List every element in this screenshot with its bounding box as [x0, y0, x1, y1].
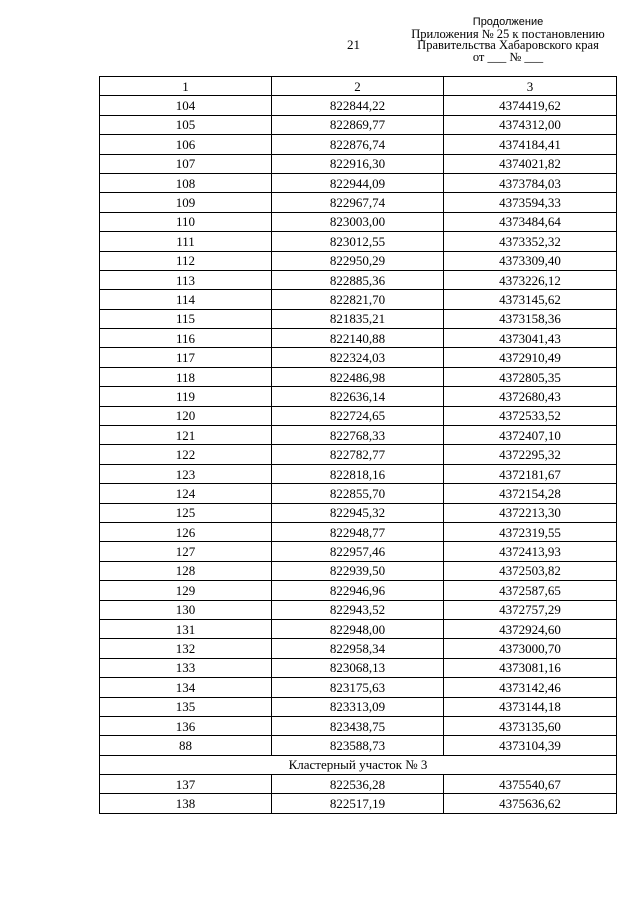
table-row: [100, 367, 617, 386]
table-row: [100, 387, 617, 406]
table-row: [100, 406, 617, 425]
y-coordinate-cell: 4374021,82: [444, 154, 617, 173]
y-coordinate-cell: 4372805,35: [444, 367, 617, 386]
column-header-x: 2: [272, 77, 444, 96]
x-coordinate-cell: 822948,00: [272, 619, 444, 638]
y-coordinate-cell: 4372587,65: [444, 581, 617, 600]
x-coordinate-cell: 822957,46: [272, 542, 444, 561]
point-number-cell: 104: [100, 96, 272, 115]
x-coordinate-cell: 822724,65: [272, 406, 444, 425]
point-number-cell: 119: [100, 387, 272, 406]
x-coordinate-cell: 822536,28: [272, 775, 444, 794]
table-header-row: [100, 77, 617, 96]
x-coordinate-cell: 822636,14: [272, 387, 444, 406]
table-row: [100, 639, 617, 658]
table-row: [100, 290, 617, 309]
point-number-cell: 137: [100, 775, 272, 794]
x-coordinate-cell: 823003,00: [272, 212, 444, 231]
point-number-cell: 127: [100, 542, 272, 561]
table-row: [100, 522, 617, 541]
table-row: [100, 270, 617, 289]
y-coordinate-cell: 4373158,36: [444, 309, 617, 328]
table-row: [100, 154, 617, 173]
y-coordinate-cell: 4373226,12: [444, 270, 617, 289]
y-coordinate-cell: 4373145,62: [444, 290, 617, 309]
x-coordinate-cell: 822950,29: [272, 251, 444, 270]
table-row: [100, 561, 617, 580]
x-coordinate-cell: 821835,21: [272, 309, 444, 328]
point-number-cell: 116: [100, 329, 272, 348]
y-coordinate-cell: 4372213,30: [444, 503, 617, 522]
page-number: 21: [347, 37, 360, 52]
x-coordinate-cell: 822486,98: [272, 367, 444, 386]
y-coordinate-cell: 4373000,70: [444, 639, 617, 658]
x-coordinate-cell: 822943,52: [272, 600, 444, 619]
table-row: [100, 484, 617, 503]
table-row: [100, 736, 617, 755]
x-coordinate-cell: 822967,74: [272, 193, 444, 212]
x-coordinate-cell: 822818,16: [272, 464, 444, 483]
table-row: [100, 173, 617, 192]
x-coordinate-cell: 822844,22: [272, 96, 444, 115]
point-number-cell: 106: [100, 135, 272, 154]
y-coordinate-cell: 4372680,43: [444, 387, 617, 406]
coordinates-table-body: [100, 77, 617, 814]
y-coordinate-cell: 4375540,67: [444, 775, 617, 794]
point-number-cell: 113: [100, 270, 272, 289]
table-row: [100, 309, 617, 328]
point-number-cell: 110: [100, 212, 272, 231]
y-coordinate-cell: 4373104,39: [444, 736, 617, 755]
y-coordinate-cell: 4373594,33: [444, 193, 617, 212]
x-coordinate-cell: 822944,09: [272, 173, 444, 192]
x-coordinate-cell: 822948,77: [272, 522, 444, 541]
point-number-cell: 131: [100, 619, 272, 638]
y-coordinate-cell: 4373142,46: [444, 678, 617, 697]
y-coordinate-cell: 4375636,62: [444, 794, 617, 813]
y-coordinate-cell: 4372181,67: [444, 464, 617, 483]
y-coordinate-cell: 4372295,32: [444, 445, 617, 464]
y-coordinate-cell: 4372503,82: [444, 561, 617, 580]
point-number-cell: 88: [100, 736, 272, 755]
table-row: [100, 193, 617, 212]
table-row: [100, 716, 617, 735]
y-coordinate-cell: 4372407,10: [444, 426, 617, 445]
table-row: [100, 794, 617, 813]
x-coordinate-cell: 822916,30: [272, 154, 444, 173]
point-number-cell: 117: [100, 348, 272, 367]
x-coordinate-cell: 822869,77: [272, 115, 444, 134]
table-row: [100, 503, 617, 522]
point-number-cell: 123: [100, 464, 272, 483]
table-row: [100, 619, 617, 638]
table-row: [100, 775, 617, 794]
table-row: [100, 542, 617, 561]
table-row: [100, 581, 617, 600]
point-number-cell: 130: [100, 600, 272, 619]
table-row: [100, 348, 617, 367]
x-coordinate-cell: 823438,75: [272, 716, 444, 735]
point-number-cell: 128: [100, 561, 272, 580]
x-coordinate-cell: 822324,03: [272, 348, 444, 367]
column-header-point: 1: [100, 77, 272, 96]
table-row: [100, 658, 617, 677]
y-coordinate-cell: 4373135,60: [444, 716, 617, 735]
header-line-appendix: Приложения № 25 к постановлению: [411, 26, 605, 41]
y-coordinate-cell: 4372413,93: [444, 542, 617, 561]
x-coordinate-cell: 822140,88: [272, 329, 444, 348]
table-row: [100, 232, 617, 251]
point-number-cell: 132: [100, 639, 272, 658]
y-coordinate-cell: 4372924,60: [444, 619, 617, 638]
y-coordinate-cell: 4372154,28: [444, 484, 617, 503]
x-coordinate-cell: 822855,70: [272, 484, 444, 503]
column-header-y: 3: [444, 77, 617, 96]
table-row: [100, 329, 617, 348]
section-label: Кластерный участок № 3: [100, 755, 617, 774]
point-number-cell: 109: [100, 193, 272, 212]
x-coordinate-cell: 822958,34: [272, 639, 444, 658]
x-coordinate-cell: 823313,09: [272, 697, 444, 716]
header-line-date-number: от ___ № ___: [472, 49, 544, 64]
x-coordinate-cell: 822821,70: [272, 290, 444, 309]
y-coordinate-cell: 4372533,52: [444, 406, 617, 425]
x-coordinate-cell: 822782,77: [272, 445, 444, 464]
x-coordinate-cell: 822945,32: [272, 503, 444, 522]
x-coordinate-cell: 822939,50: [272, 561, 444, 580]
point-number-cell: 112: [100, 251, 272, 270]
point-number-cell: 115: [100, 309, 272, 328]
table-row: [100, 115, 617, 134]
y-coordinate-cell: 4372910,49: [444, 348, 617, 367]
point-number-cell: 105: [100, 115, 272, 134]
y-coordinate-cell: 4373041,43: [444, 329, 617, 348]
x-coordinate-cell: 822768,33: [272, 426, 444, 445]
y-coordinate-cell: 4374312,00: [444, 115, 617, 134]
point-number-cell: 134: [100, 678, 272, 697]
x-coordinate-cell: 823012,55: [272, 232, 444, 251]
point-number-cell: 107: [100, 154, 272, 173]
y-coordinate-cell: 4372319,55: [444, 522, 617, 541]
point-number-cell: 133: [100, 658, 272, 677]
point-number-cell: 114: [100, 290, 272, 309]
x-coordinate-cell: 822885,36: [272, 270, 444, 289]
table-row: [100, 445, 617, 464]
point-number-cell: 124: [100, 484, 272, 503]
table-row: [100, 697, 617, 716]
appendix-header: [403, 17, 613, 63]
point-number-cell: 121: [100, 426, 272, 445]
table-row: [100, 426, 617, 445]
y-coordinate-cell: 4374184,41: [444, 135, 617, 154]
point-number-cell: 136: [100, 716, 272, 735]
point-number-cell: 120: [100, 406, 272, 425]
x-coordinate-cell: 822517,19: [272, 794, 444, 813]
x-coordinate-cell: 822876,74: [272, 135, 444, 154]
point-number-cell: 111: [100, 232, 272, 251]
table-row: [100, 135, 617, 154]
y-coordinate-cell: 4373484,64: [444, 212, 617, 231]
point-number-cell: 122: [100, 445, 272, 464]
y-coordinate-cell: 4373309,40: [444, 251, 617, 270]
table-row: [100, 212, 617, 231]
y-coordinate-cell: 4373352,32: [444, 232, 617, 251]
y-coordinate-cell: 4373784,03: [444, 173, 617, 192]
x-coordinate-cell: 823175,63: [272, 678, 444, 697]
table-row: [100, 96, 617, 115]
section-row: [100, 755, 617, 774]
point-number-cell: 138: [100, 794, 272, 813]
x-coordinate-cell: 822946,96: [272, 581, 444, 600]
y-coordinate-cell: 4373144,18: [444, 697, 617, 716]
point-number-cell: 135: [100, 697, 272, 716]
y-coordinate-cell: 4374419,62: [444, 96, 617, 115]
table-row: [100, 464, 617, 483]
header-line-continuation: Продолжение: [472, 16, 544, 28]
x-coordinate-cell: 823588,73: [272, 736, 444, 755]
point-number-cell: 125: [100, 503, 272, 522]
coordinates-table: [99, 76, 617, 814]
y-coordinate-cell: 4373081,16: [444, 658, 617, 677]
point-number-cell: 118: [100, 367, 272, 386]
table-row: [100, 600, 617, 619]
table-row: [100, 678, 617, 697]
header-line-government: Правительства Хабаровского края: [417, 38, 599, 52]
table-row: [100, 251, 617, 270]
x-coordinate-cell: 823068,13: [272, 658, 444, 677]
point-number-cell: 126: [100, 522, 272, 541]
y-coordinate-cell: 4372757,29: [444, 600, 617, 619]
point-number-cell: 129: [100, 581, 272, 600]
point-number-cell: 108: [100, 173, 272, 192]
